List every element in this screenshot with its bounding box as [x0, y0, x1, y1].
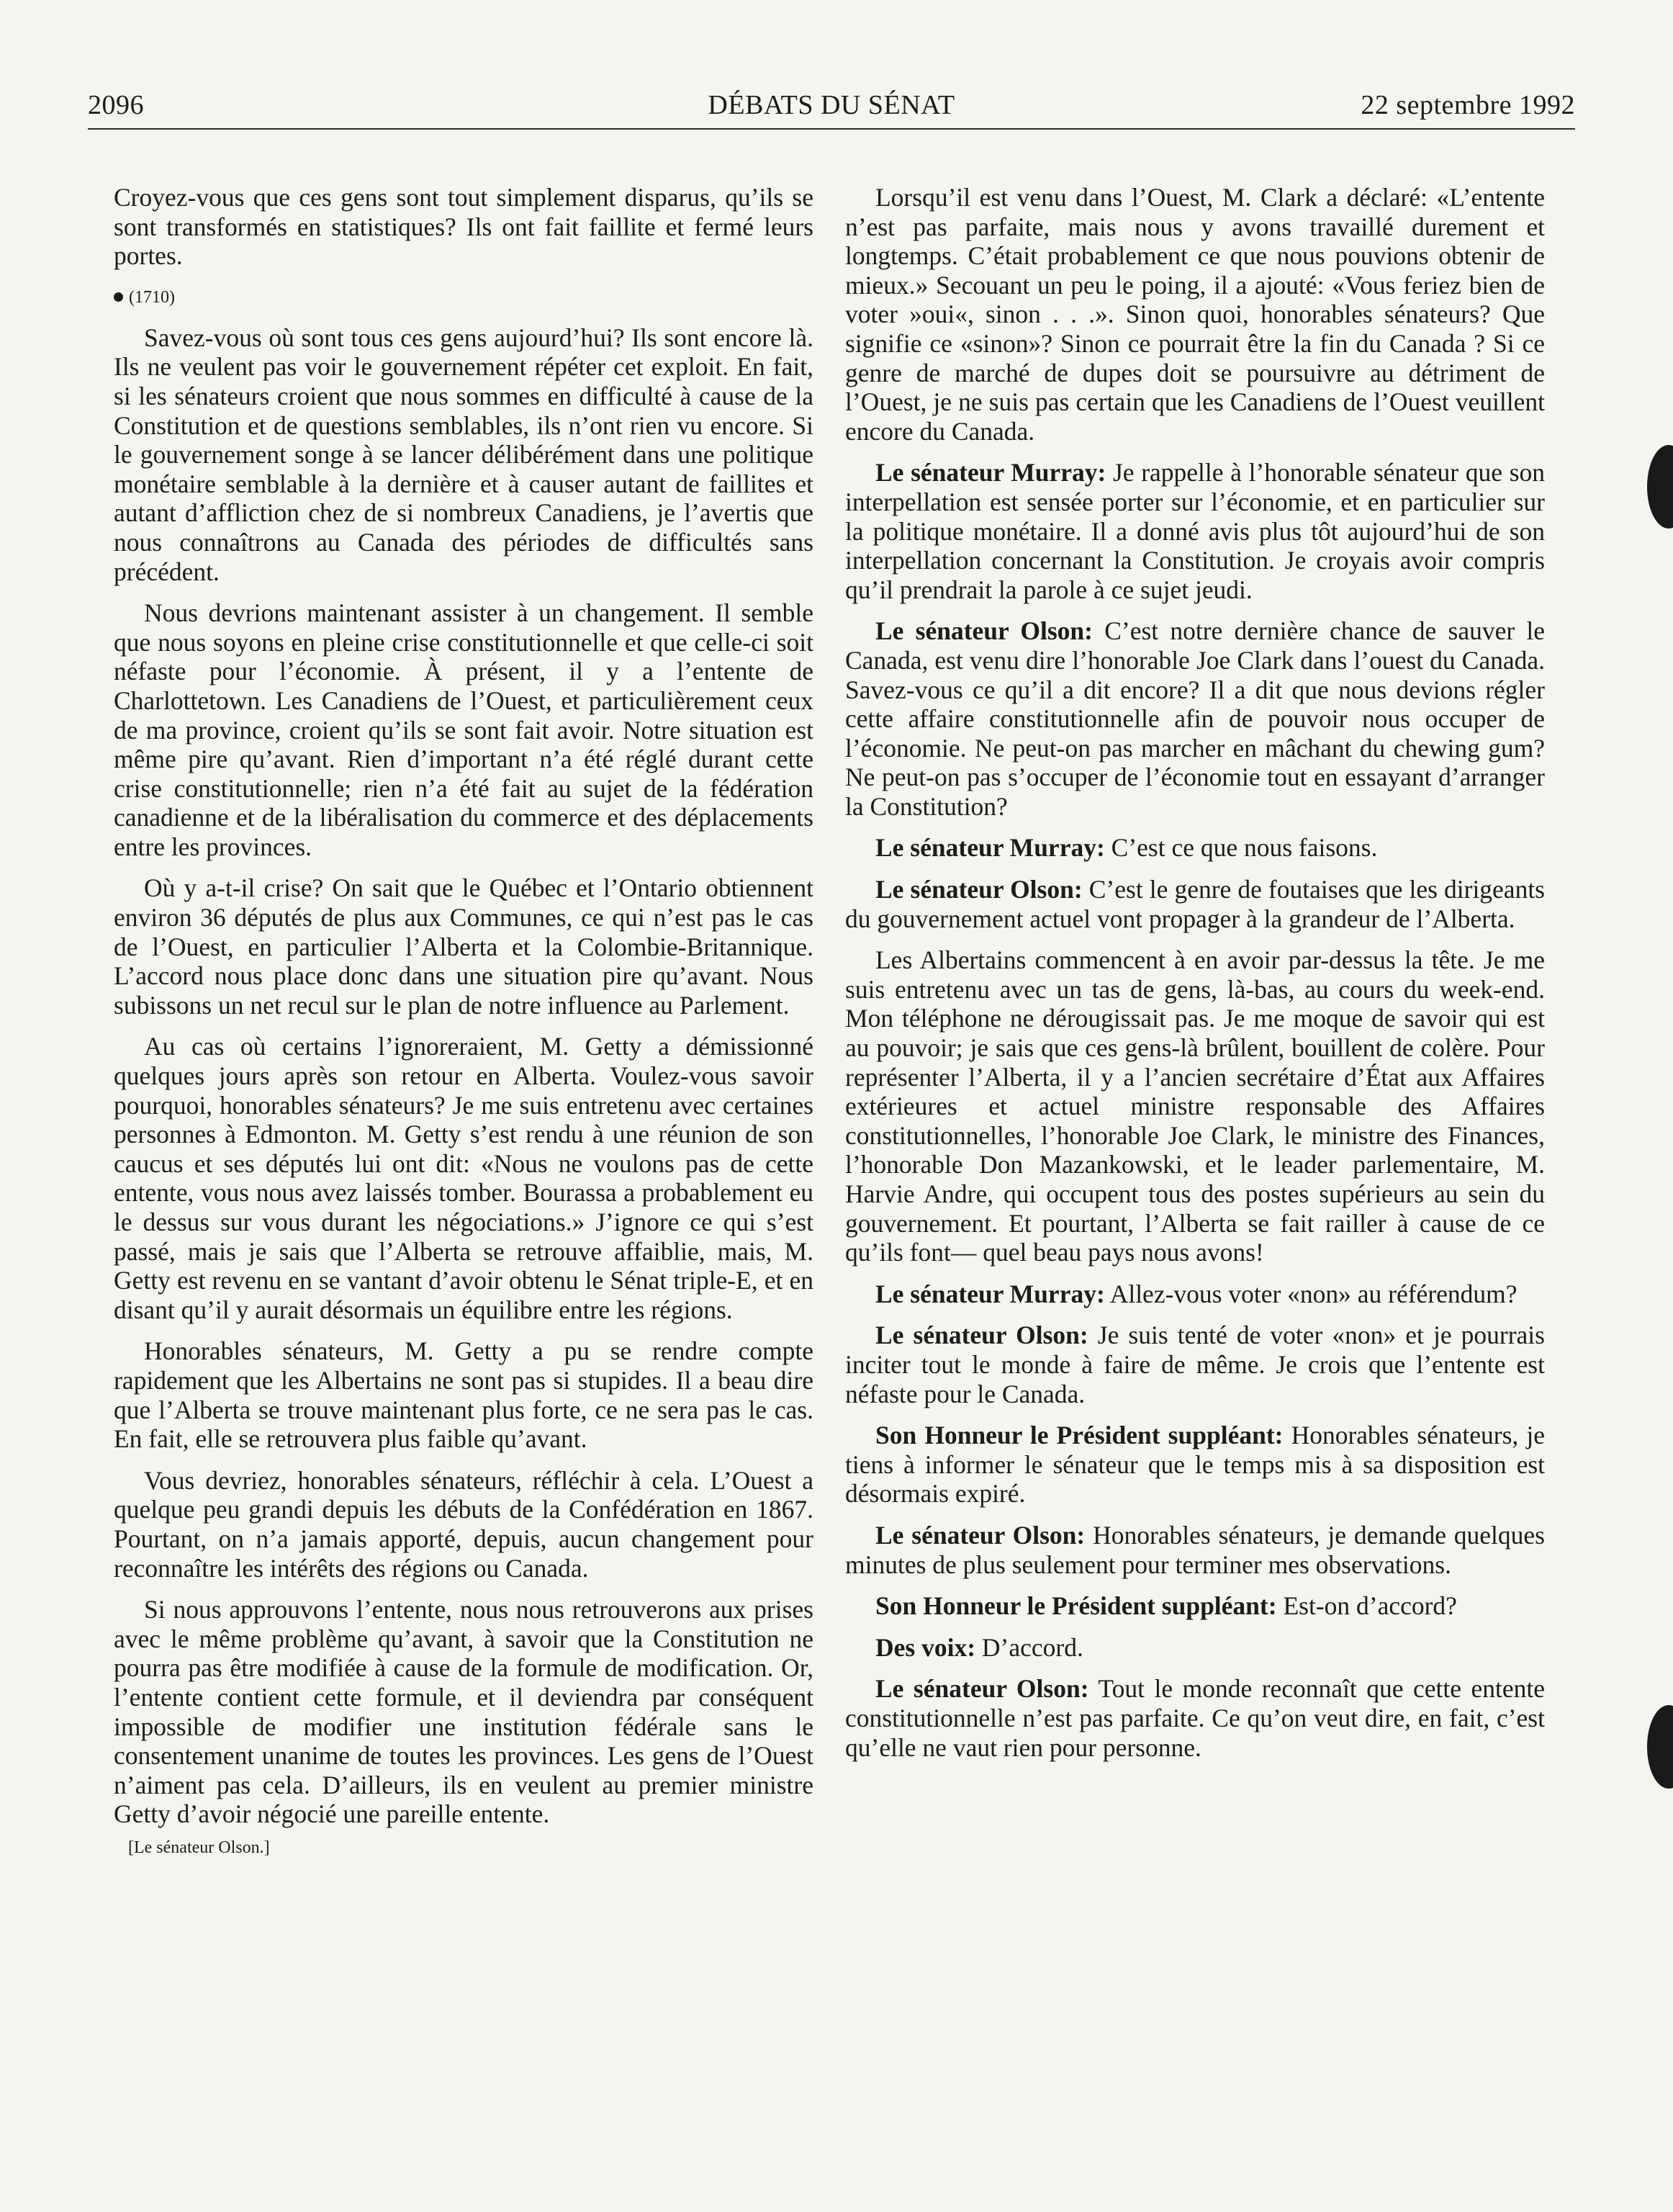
speaker-attribution: [Le sénateur Olson.]	[128, 1838, 270, 1857]
speech-paragraph	[845, 1633, 1545, 1663]
header-rule	[88, 128, 1575, 130]
speech-text: Honorables sénateurs, je tiens à informer le sénateur que le temps mis à sa disposition est désormais expiré.	[845, 1421, 1545, 1509]
speech-paragraph	[845, 1674, 1545, 1762]
paragraph: Lorsqu’il est venu dans l’Ouest, M. Clark a déclaré: «L’entente n’est pas parfaite, mais nous y avons travaillé durement et longtemps. C’était probablement ce que nous pouvions obtenir de mieux.» Secouant un peu le poing, il a ajouté: «Vous feriez bien de voter »oui«, sinon . . .». Sinon quoi, honorables sénateurs? Que signifie ce «sinon»? Sinon ce pourrait être la fin du Canada ? Si ce genre de marché de dupes doit se poursuivre au détriment de l’Ouest, je ne suis pas certain que les Canadiens de l’Ouest veuillent encore du Canada.	[845, 183, 1545, 446]
binder-hole	[1647, 445, 1673, 529]
paragraph: Vous devriez, honorables sénateurs, réfléchir à cela. L’Ouest a quelque peu grandi depuis les débuts de la Confédération en 1867. Pourtant, on n’a jamais apporté, depuis, aucun changement pour reconnaître les intérêts des régions ou Canada.	[114, 1465, 813, 1583]
time-marker	[114, 283, 813, 312]
speaker-name: Le sénateur Olson:	[875, 1321, 1088, 1350]
paragraph: Si nous approuvons l’entente, nous nous retrouverons aux prises avec le même problème qu’avant, à savoir que la Constitution ne pourra pas être modifiée à cause de la formule de modification. Or, l’entente contient cette formule, et il deviendra par conséquent impossible de modifier une institution fédérale sans le consentement unanime de toutes les provinces. Les gens de l’Ouest n’aiment pas cela. D’ailleurs, ils en veulent au premier ministre Getty d’avoir négocié une pareille entente.	[114, 1595, 813, 1829]
speech-text: C’est le genre de foutaises que les dirigeants du gouvernement actuel vont propager à la grandeur de l’Alberta.	[845, 875, 1545, 933]
paragraph: Où y a-t-il crise? On sait que le Québec et l’Ontario obtiennent environ 36 députés de plus aux Communes, ce qui n’est pas le cas de l’Ouest, en particulier l’Alberta et la Colombie-Britannique. L’accord nous place donc dans une situation pire qu’avant. Nous subissons un net recul sur le plan de notre influence au Parlement.	[114, 873, 813, 1020]
speech-paragraph	[845, 875, 1545, 933]
bullet-icon	[114, 292, 123, 302]
time-marker-label: (1710)	[129, 287, 175, 307]
speech-paragraph	[845, 1280, 1545, 1309]
paragraph: Au cas où certains l’ignoreraient, M. Getty a démissionné quelques jours après son retour en Alberta. Voulez-vous savoir pourquoi, honorables sénateurs? Je me suis entretenu avec certaines personnes à Edmonton. M. Getty s’est rendu à une réunion de son caucus et ses députés lui ont dit: «Nous ne voulons pas de cette entente, vous nous avez laissés tomber. Bourassa a probablement eu le dessus sur vous durant les négociations.» J’ignore ce qui s’est passé, mais je sais que l’Alberta se retrouve affaiblie, mais, M. Getty est revenu en se vantant d’avoir obtenu le Sénat triple-E, et en disant qu’il y aurait désormais un équilibre entre les régions.	[114, 1032, 813, 1324]
page-number: 2096	[88, 90, 144, 120]
binder-hole	[1647, 1705, 1673, 1789]
speech-paragraph	[845, 616, 1545, 821]
speech-text: Je suis tenté de voter «non» et je pourrais inciter tout le monde à faire de même. Je crois que l’entente est néfaste pour le Canada.	[845, 1321, 1545, 1408]
speaker-name: Le sénateur Olson:	[875, 1520, 1086, 1550]
speech-text: C’est ce que nous faisons.	[1104, 833, 1378, 863]
speech-text: Tout le monde reconnaît que cette entente constitutionnelle n’est pas parfaite. Ce qu’on veut dire, en fait, c’est qu’elle ne vaut rien pour personne.	[845, 1674, 1546, 1762]
paragraph: Savez-vous où sont tous ces gens aujourd’hui? Ils sont encore là. Ils ne veulent pas voir le gouvernement répéter cet exploit. En fait, si les sénateurs croient que nous sommes en difficulté à cause de la Constitution et de questions semblables, ils n’ont rien vu encore. Si le gouvernement songe à se lancer délibérément dans une politique monétaire semblable à la dernière et à causer autant de faillites et autant d’affliction chez de si nombreux Canadiens, je l’avertis que nous connaîtrons au Canada des périodes de difficultés sans précédent.	[114, 323, 813, 586]
speech-paragraph	[845, 458, 1545, 604]
left-column	[114, 183, 813, 1860]
speaker-name: Le sénateur Olson:	[875, 875, 1083, 904]
page-date: 22 septembre 1992	[1361, 90, 1575, 120]
page-header	[88, 86, 1575, 127]
paragraph: Nous devrions maintenant assister à un changement. Il semble que nous soyons en pleine crise constitutionnelle et que celle-ci soit néfaste pour l’économie. À présent, il y a l’entente de Charlottetown. Les Canadiens de l’Ouest, et particulièrement ceux de ma province, croient qu’ils se sont fait avoir. Notre situation est même pire qu’avant. Rien d’important n’a été réglé durant cette crise constitutionnelle; rien n’a été fait au sujet de la fédération canadienne et de la libéralisation du commerce et des déplacements entre les provinces.	[114, 598, 813, 861]
speech-text: Honorables sénateurs, je demande quelques minutes de plus seulement pour terminer mes observations.	[845, 1520, 1545, 1579]
speaker-name: Son Honneur le Président suppléant:	[875, 1421, 1284, 1450]
speech-text: D’accord.	[975, 1632, 1083, 1662]
speaker-name: Le sénateur Olson:	[875, 616, 1093, 646]
speech-paragraph	[845, 833, 1545, 863]
speaker-name: Le sénateur Murray:	[875, 458, 1106, 487]
speech-paragraph	[845, 1421, 1545, 1509]
speech-text: Je rappelle à l’honorable sénateur que son interpellation est sensée porter sur l’économie, et en particulier sur la politique monétaire. Il a donné avis plus tôt aujourd’hui de son interpellation concernant la Constitution. Je croyais avoir compris qu’il prendrait la parole à ce sujet jeudi.	[845, 458, 1545, 604]
speaker-name: Le sénateur Murray:	[875, 833, 1105, 863]
paragraph: Les Albertains commencent à en avoir par-dessus la tête. Je me suis entretenu avec un tas de gens, là-bas, au cours du week-end. Mon téléphone ne dérougissait pas. Je me moque de savoir qui est au pouvoir; je sais que ces gens-là brûlent, bouillent de colère. Pour représenter l’Alberta, il y a l’ancien secrétaire d’État aux Affaires extérieures et actuel ministre responsable des Affaires constitutionnelles, l’honorable Joe Clark, le ministre des Finances, l’honorable Don Mazankowski, et le leader parlementaire, M. Harvie Andre, qui occupent tous des postes supérieurs au sein du gouvernement. Et pourtant, l’Alberta se fait railler à cause de ce qu’ils font— quel beau pays nous avons!	[845, 945, 1545, 1267]
speech-text: Est-on d’accord?	[1276, 1591, 1457, 1621]
speaker-name: Des voix:	[875, 1632, 976, 1662]
speech-text: Allez-vous voter «non» au référendum?	[1104, 1279, 1518, 1308]
publication-title: DÉBATS DU SÉNAT	[708, 90, 955, 120]
speech-paragraph	[845, 1321, 1545, 1408]
speech-paragraph	[845, 1591, 1545, 1621]
speech-paragraph	[845, 1521, 1545, 1579]
speaker-name: Son Honneur le Président suppléant:	[875, 1591, 1277, 1621]
paragraph: Croyez-vous que ces gens sont tout simplement disparus, qu’ils se sont transformés en statistiques? Ils ont fait faillite et fermé leurs portes.	[114, 183, 813, 271]
speech-text: C’est notre dernière chance de sauver le Canada, est venu dire l’honorable Joe Clark dans l’ouest du Canada. Savez-vous ce qu’il a dit encore? Il a dit que nous devions régler cette affaire constitutionnelle afin de pouvoir nous occuper de l’économie. Ne peut-on pas marcher en mâchant du chewing gum? Ne peut-on pas s’occuper de l’économie tout en essayant d’arranger la Constitution?	[845, 616, 1545, 821]
paragraph: Honorables sénateurs, M. Getty a pu se rendre compte rapidement que les Albertains ne sont pas si stupides. Il a beau dire que l’Alberta se trouve maintenant plus forte, ce ne sera pas le cas. En fait, elle se retrouvera plus faible qu’avant.	[114, 1336, 813, 1454]
speaker-name: Le sénateur Olson:	[875, 1674, 1089, 1704]
right-column	[845, 183, 1545, 1774]
speaker-name: Le sénateur Murray:	[875, 1279, 1105, 1308]
